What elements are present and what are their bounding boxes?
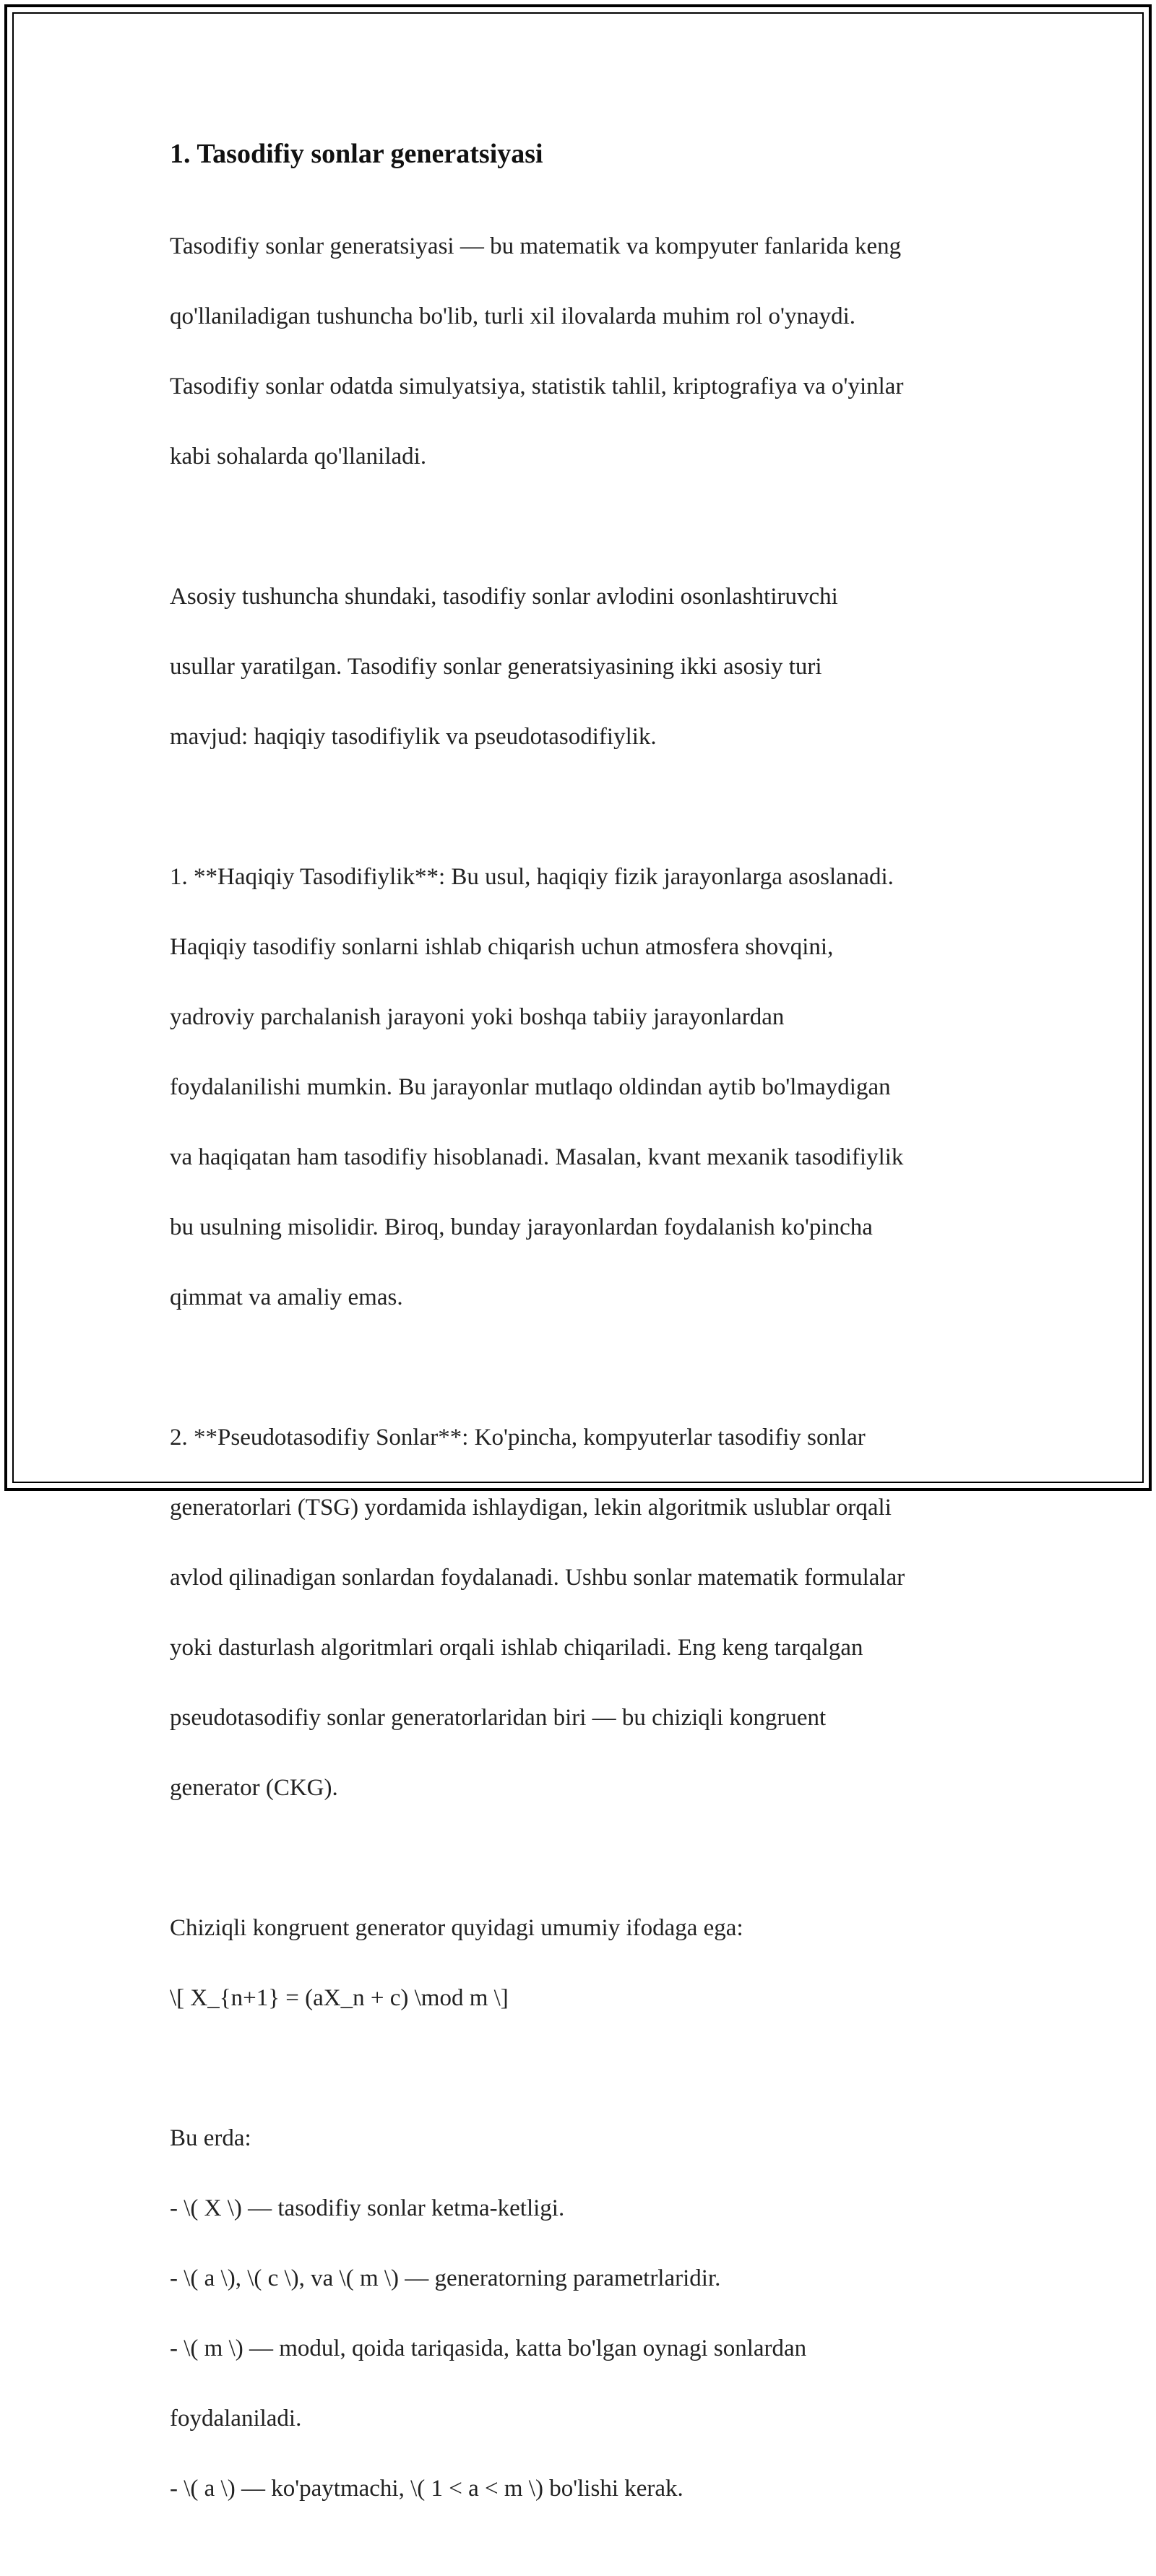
text-line: Haqiqiy tasodifiy sonlarni ishlab chiqarish uchun atmosfera shovqini, bbox=[170, 933, 834, 960]
list-item: - \( m \) — modul, qoida tariqasida, katta bo'lgan oynagi sonlardan bbox=[170, 2335, 807, 2361]
list-item: - \( a \) — ko'paytmachi, \( 1 < a < m \) bo'lishi kerak. bbox=[170, 2475, 683, 2502]
text-line: bu usulning misolidir. Biroq, bunday jarayonlardan foydalanish ko'pincha bbox=[170, 1214, 873, 1240]
text-line: qo'llaniladigan tushuncha bo'lib, turli xil ilovalarda muhim rol o'ynaydi. bbox=[170, 303, 856, 329]
text-line: yadroviy parchalanish jarayoni yoki boshqa tabiiy jarayonlardan bbox=[170, 1003, 785, 1030]
text-line: avlod qilinadigan sonlardan foydalanadi. Ushbu sonlar matematik formulalar bbox=[170, 1564, 905, 1591]
text-line: 1. **Haqiqiy Tasodifiylik**: Bu usul, haqiqiy fizik jarayonlarga asoslanadi. bbox=[170, 863, 894, 890]
text-line: generatorlari (TSG) yordamida ishlaydigan, lekin algoritmik uslublar orqali bbox=[170, 1494, 892, 1521]
text-line: Tasodifiy sonlar generatsiyasi — bu matematik va kompyuter fanlarida keng bbox=[170, 233, 902, 259]
list-item: - \( a \), \( c \), va \( m \) — generatorning parametrlaridir. bbox=[170, 2265, 721, 2291]
text-line: Asosiy tushuncha shundaki, tasodifiy sonlar avlodini osonlashtiruvchi bbox=[170, 583, 838, 610]
paragraph-concept bbox=[170, 544, 993, 790]
paragraph-true-random bbox=[170, 824, 993, 1350]
section-heading: 1. Tasodifiy sonlar generatsiyasi bbox=[170, 139, 543, 169]
text-line: pseudotasodifiy sonlar generatorlaridan biri — bu chiziqli kongruent bbox=[170, 1704, 827, 1731]
text-line: Chiziqli kongruent generator quyidagi umumiy ifodaga ega: bbox=[170, 1914, 743, 1941]
text-line: yoki dasturlash algoritmlari orqali ishlab chiqariladi. Eng keng tarqalgan bbox=[170, 1634, 863, 1661]
text-line: va haqiqatan ham tasodifiy hisoblanadi. Masalan, kvant mexanik tasodifiylik bbox=[170, 1144, 904, 1170]
paragraph-pseudo-random bbox=[170, 1385, 993, 1841]
formula-line: \[ X_{n+1} = (aX_n + c) \mod m \] bbox=[170, 1984, 509, 2011]
list-item: foydalaniladi. bbox=[170, 2405, 302, 2432]
text-line: Tasodifiy sonlar odatda simulyatsiya, statistik tahlil, kriptografiya va o'yinlar bbox=[170, 373, 904, 399]
text-line: qimmat va amaliy emas. bbox=[170, 1284, 403, 1310]
text-line: generator (CKG). bbox=[170, 1774, 338, 1801]
list-item: - \( X \) — tasodifiy sonlar ketma-ketligi. bbox=[170, 2195, 565, 2221]
paragraph-lcg-formula bbox=[170, 1875, 993, 2051]
text-line: 2. **Pseudotasodifiy Sonlar**: Ko'pincha, kompyuterlar tasodifiy sonlar bbox=[170, 1424, 866, 1451]
text-line: usullar yaratilgan. Tasodifiy sonlar generatsiyasining ikki asosiy turi bbox=[170, 653, 822, 680]
document-content bbox=[170, 136, 993, 2576]
paragraph-parameters bbox=[170, 2086, 993, 2541]
text-line: Bu erda: bbox=[170, 2125, 251, 2151]
text-line: foydalanilishi mumkin. Bu jarayonlar mutlaqo oldindan aytib bo'lmaydigan bbox=[170, 1073, 891, 1100]
text-line: mavjud: haqiqiy tasodifiylik va pseudotasodifiylik. bbox=[170, 723, 657, 750]
paragraph-intro bbox=[170, 194, 993, 509]
text-line: kabi sohalarda qo'llaniladi. bbox=[170, 443, 427, 470]
